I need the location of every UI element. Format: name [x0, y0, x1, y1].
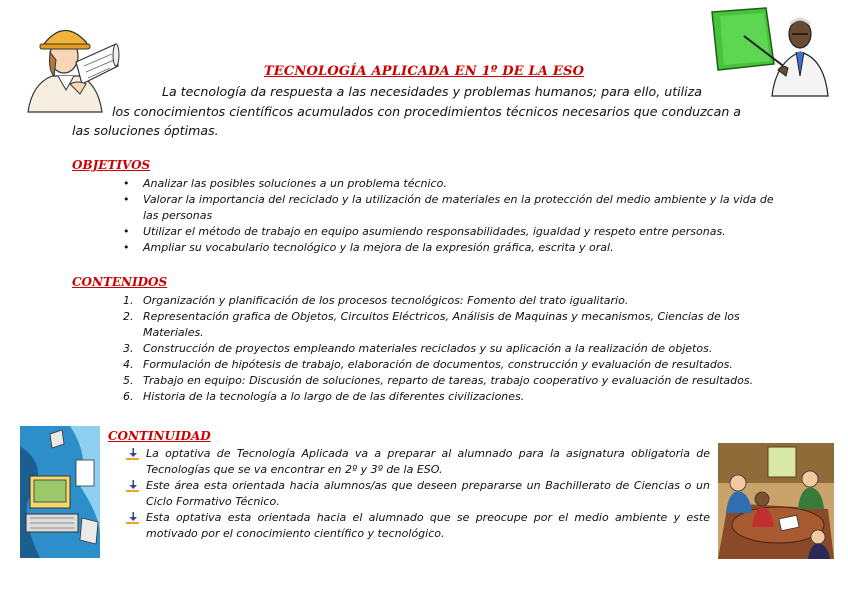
contenidos-list — [121, 293, 781, 405]
continuidad-item-2 — [126, 478, 710, 510]
contenido-text: Historia de la tecnología a lo largo de de las diferentes civilizaciones. — [143, 390, 525, 403]
continuidad-text: La optativa de Tecnología Aplicada va a preparar al alumnado para la asignatura obligatoria de Tecnologías que se va encontrar en 2º y 3º de la ESO. — [146, 447, 710, 476]
objetivos-list — [121, 176, 781, 256]
arrow-bullet-icon — [126, 448, 139, 460]
contenido-number: 6. — [123, 390, 134, 403]
continuidad-text: Esta optativa esta orientada hacia el alumnado que se preocupe por el medio ambiente y este motivado por el conocimiento científico y tecnológico. — [146, 511, 710, 540]
contenido-item-5 — [121, 373, 781, 389]
contenido-text: Formulación de hipótesis de trabajo, elaboración de documentos, construcción y evaluación de resultados. — [143, 358, 733, 371]
business-meeting-clipart — [718, 443, 834, 559]
contenido-number: 3. — [123, 342, 134, 355]
objetivos-heading: OBJETIVOS — [72, 158, 151, 172]
objetivo-item-1: • Analizar las posibles soluciones a un problema técnico. — [121, 176, 781, 192]
contenido-item-1 — [121, 293, 781, 309]
objetivo-item-2: • Valorar la importancia del reciclado y la utilización de materiales en la protección del medio ambiente y la vida de las personas — [121, 192, 781, 224]
page-title: TECNOLOGÍA APLICADA EN 1º DE LA ESO — [263, 64, 585, 79]
contenido-text: Construcción de proyectos empleando materiales reciclados y su aplicación a la realización de objetos. — [143, 342, 713, 355]
contenido-text: Trabajo en equipo: Discusión de soluciones, reparto de tareas, trabajo cooperativo y evaluación de resultados. — [143, 374, 754, 387]
objetivo-item-4: • Ampliar su vocabulario tecnológico y la mejora de la expresión gráfica, escrita y oral. — [121, 240, 781, 256]
contenido-item-4 — [121, 357, 781, 373]
contenidos-heading: CONTENIDOS — [72, 275, 168, 289]
intro-line-2: los conocimientos científicos acumulados con procedimientos técnicos necesarios que conduzcan a — [112, 104, 742, 119]
continuidad-heading: CONTINUIDAD — [108, 429, 211, 443]
arrow-bullet-icon — [126, 512, 139, 524]
teacher-chalkboard-clipart — [708, 6, 830, 98]
contenido-number: 5. — [123, 374, 134, 387]
contenido-item-3 — [121, 341, 781, 357]
intro-line-3: las soluciones óptimas. — [72, 123, 219, 138]
contenido-number: 2. — [123, 310, 134, 323]
contenido-text: Representación grafica de Objetos, Circuitos Eléctricos, Análisis de Maquinas y mecanismos, Ciencias de los Materiales. — [143, 310, 740, 339]
contenido-number: 4. — [123, 358, 134, 371]
intro-line-1: La tecnología da respuesta a las necesidades y problemas humanos; para ello, utiliza — [162, 84, 702, 99]
continuidad-item-1 — [126, 446, 710, 478]
continuidad-text: Este área esta orientada hacia alumnos/as que deseen prepararse un Bachillerato de Ciencias o un Ciclo Formativo Técnico. — [146, 479, 710, 508]
continuidad-item-3 — [126, 510, 710, 542]
money-computer-clipart — [20, 426, 100, 558]
contenido-number: 1. — [123, 294, 134, 307]
continuidad-list — [126, 446, 710, 542]
contenido-item-2 — [121, 309, 781, 341]
arrow-bullet-icon — [126, 480, 139, 492]
contenido-text: Organización y planificación de los procesos tecnológicos: Fomento del trato igualitario. — [143, 294, 629, 307]
objetivo-item-3: • Utilizar el método de trabajo en equipo asumiendo responsabilidades, igualdad y respeto entre personas. — [121, 224, 781, 240]
contenido-item-6 — [121, 389, 781, 405]
